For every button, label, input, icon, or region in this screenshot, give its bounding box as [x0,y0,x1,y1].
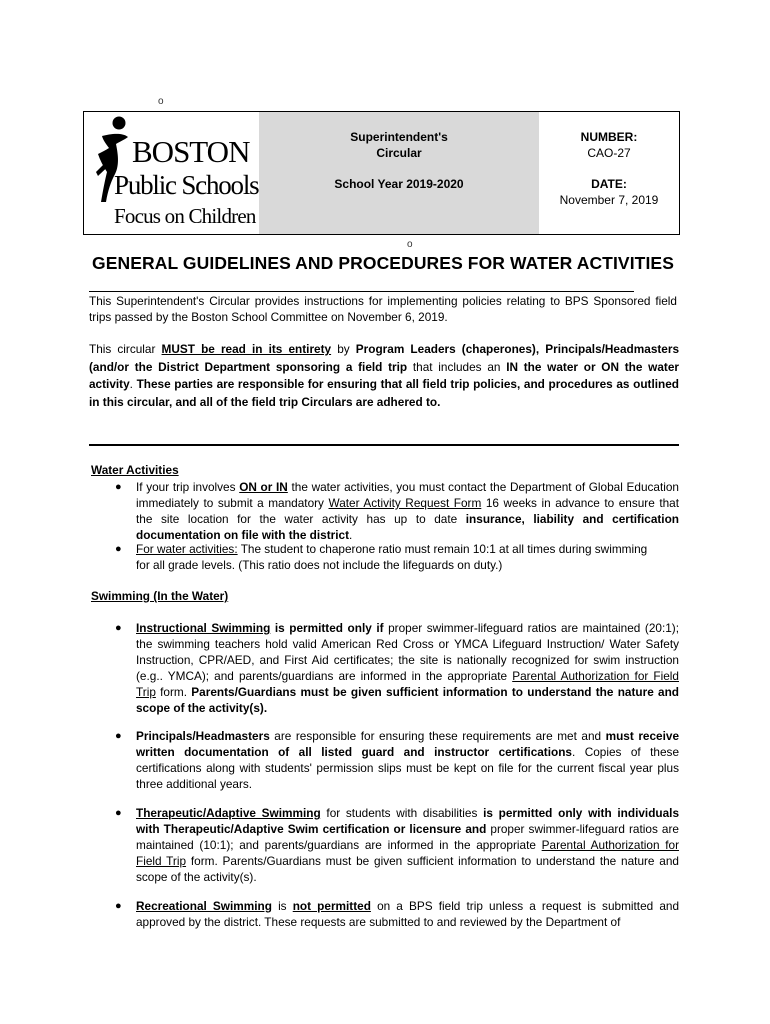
water-bullet-1 [136,479,679,543]
logo-public-schools: Public Schools [114,170,259,200]
s4-not-permitted: not permitted [292,899,371,913]
w2-label: For water activities: [136,542,238,556]
s2-text-2: . Copies of these certifications along with students' permission slips must be kept on file for the current fiscal year plus three additional years. [136,745,680,791]
bullet-icon: ● [115,807,122,819]
s1-label: Instructional Swimming [136,621,271,635]
s1-bold-a: is permitted only if [270,621,384,635]
bullet-icon: ● [115,730,122,742]
p2-text-b: by [331,342,356,356]
parental-authorization-link-2[interactable]: Parental Authorization for Field Trip [136,838,679,868]
school-year: School Year 2019-2020 [334,177,464,191]
s3-text: for students with disabilities [320,806,484,820]
w1-text-b: the water activities, you must contact the Department of Global Education immediately to submit a mandatory [136,480,679,510]
intro-paragraph-2 [89,341,679,411]
s3-text-3: form. Parents/Guardians must be given sufficient information to understand the nature and scope of the activity(s). [136,854,679,884]
s2-text: are responsible for ensuring these requirements are met and [269,729,606,743]
parental-authorization-link[interactable]: Parental Authorization for Field Trip [136,669,679,699]
w1-bold: insurance, liability and certification documentation on file with the district [136,512,680,542]
p2-text-d: . [129,377,137,391]
bps-logo [84,112,259,234]
circular-cell [259,112,539,234]
bullet-icon: ● [115,900,122,912]
swim-bullet-4 [136,898,679,930]
s4-label: Recreational Swimming [136,899,272,913]
p2-bold-1: Program Leaders (chaperones), Principals/Headmasters (and/or the District Department sponsoring a field trip [89,342,680,374]
p2-bold-3: These parties are responsible for ensuring that all field trip policies, and procedures as outlined in this circular, and all of the field trip Circulars are adhered to. [89,377,679,409]
p2-bold-2: IN the water or ON the water activity [89,359,679,391]
s1-text: proper swimmer-lifeguard ratios are maintained (20:1); the swimming teachers hold valid American Red Cross or YMCA Lifeguard Instruction/ Water Safety Instruction, CPR/AED, and First Aid certificates; the site is nationally recognized for swim instruction (e.g.. YMCA); and parents/guardians are informed in the appropriate [136,621,679,683]
s4-text-2: on a BPS field trip unless a request is submitted and approved by the district. These requests are submitted to and reviewed by the Department of [136,899,680,929]
swim-bullet-3 [136,805,679,885]
bullet-icon: ● [115,622,122,634]
top-mark: o [158,96,164,107]
logo-tagline: Focus on Children [114,204,256,228]
date-label: DATE: [591,177,627,191]
intro-paragraph-1: This Superintendent's Circular provides instructions for implementing policies relating to BPS Sponsored field trips passed by the Boston School Committee on November 6, 2019. [89,294,677,324]
title-rule [89,291,634,292]
w1-on-or-in: ON or IN [239,480,288,494]
s3-text-2: proper swimmer-lifeguard ratios are maintained (10:1); and parents/guardians are informed in the appropriate [136,822,679,852]
circular-title: Superintendent's [350,130,448,144]
bullet-icon: ● [115,543,122,555]
p2-must: MUST be read in its entirety [161,342,332,356]
date-value: November 7, 2019 [559,193,659,207]
s1-text-2: form. [155,685,192,699]
logo-boston: BOSTON [132,134,250,169]
water-bullet-2 [136,541,656,573]
s3-bold: is permitted only with individuals with Therapeutic/Adaptive Swim certification or licensure and [136,806,680,836]
number-label: NUMBER: [580,130,638,144]
p2-text-a: This circular [89,342,162,356]
circular-sub: Circular [376,146,422,160]
page-title: GENERAL GUIDELINES AND PROCEDURES FOR WATER ACTIVITIES [92,253,674,273]
header-table [83,111,680,235]
w1-text-a: If your trip involves [136,480,240,494]
swimming-heading: Swimming (In the Water) [91,589,229,603]
w2-text: The student to chaperone ratio must remain 10:1 at all times during swimming for all grade levels. (This ratio does not include the lifeguards on duty.) [136,542,648,572]
mid-mark: o [407,239,413,250]
swim-bullet-1 [136,620,679,716]
water-activity-form-link[interactable]: Water Activity Request Form [328,496,482,510]
s2-bold: must receive written documentation of all listed guard and instructor certifications [136,729,680,759]
s4-text: is [271,899,293,913]
swim-bullet-2 [136,728,679,792]
w1-text-c: 16 weeks in advance to ensure that the site location for the water activity has up to date [136,496,679,526]
w1-text-d: . [349,528,353,542]
s2-label: Principals/Headmasters [136,729,270,743]
p2-text-c: that includes an [407,359,507,374]
s1-bold-b: Parents/Guardians must be given sufficient information to understand the nature and scope of the activity(s). [136,685,679,715]
s3-label: Therapeutic/Adaptive Swimming [136,806,321,820]
water-heading: Water Activities [91,463,179,477]
section-divider [89,444,679,446]
number-date-cell [539,112,679,234]
bullet-icon: ● [115,481,122,493]
number-value: CAO-27 [587,146,631,160]
